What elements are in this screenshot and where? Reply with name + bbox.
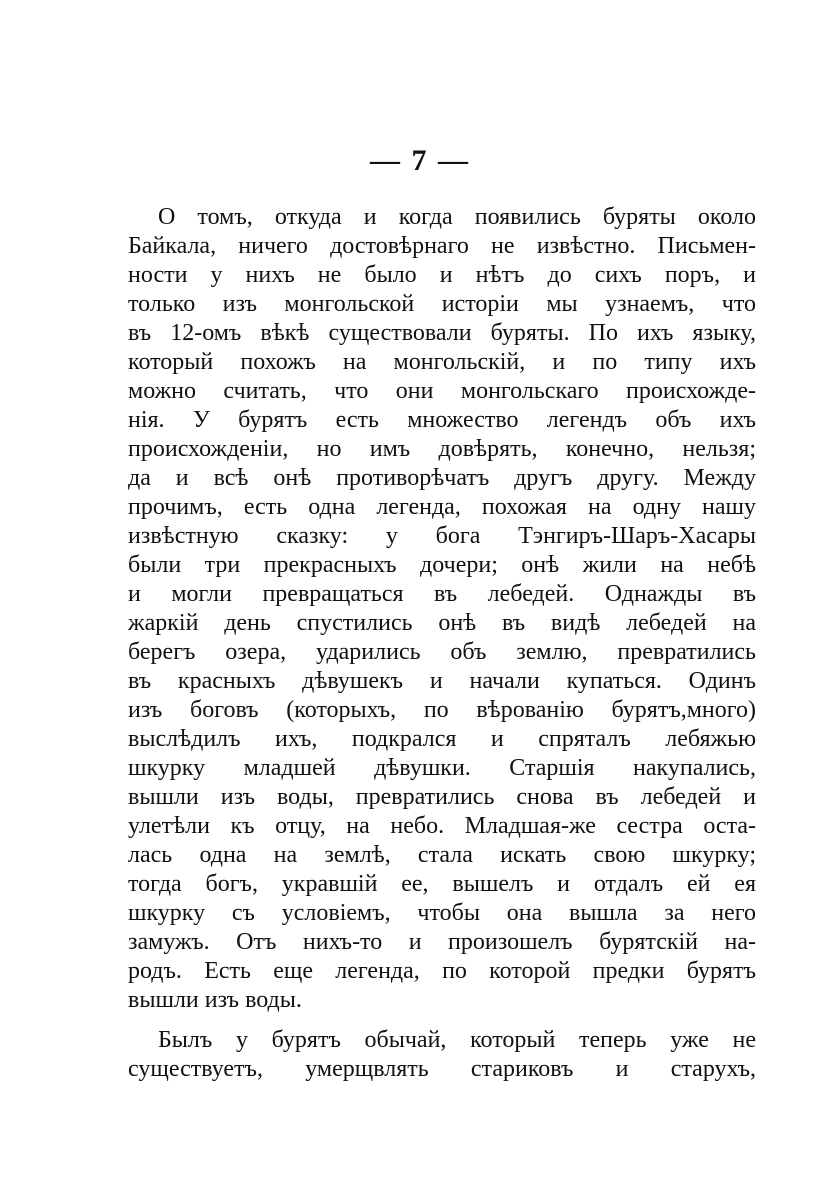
text-line: только изъ монгольской исторіи мы узнаемъ, что (128, 291, 756, 317)
text-line: выслѣдилъ ихъ, подкрался и спряталъ лебяжью (128, 726, 756, 752)
text-line: извѣстную сказку: у бога Тэнгиръ-Шаръ-Хасары (128, 523, 756, 549)
page-number: — 7 — (370, 144, 470, 177)
text-line: въ 12-омъ вѣкѣ существовали буряты. По ихъ языку, (128, 320, 756, 346)
paragraph-1 (128, 203, 756, 1015)
text-line: Былъ у бурятъ обычай, который теперь уже не (158, 1027, 756, 1053)
text-line: существуетъ, умерщвлять стариковъ и старухъ, (128, 1056, 756, 1082)
text-line: прочимъ, есть одна легенда, похожая на одну нашу (128, 494, 756, 520)
text-line: вышли изъ воды, превратились снова въ лебедей и (128, 784, 756, 810)
text-line: да и всѣ онѣ противорѣчатъ другъ другу. Между (128, 465, 756, 491)
text-line: шкурку съ условіемъ, чтобы она вышла за него (128, 900, 756, 926)
text-line: берегъ озера, ударились объ землю, превратились (128, 639, 756, 665)
paragraph-2 (128, 1026, 756, 1084)
text-line: улетѣли къ отцу, на небо. Младшая-же сестра оста- (128, 813, 756, 839)
text-line: тогда богъ, укравшій ее, вышелъ и отдалъ ей ея (128, 871, 756, 897)
text-line: родъ. Есть еще легенда, по которой предки бурятъ (128, 958, 756, 984)
text-line: нія. У бурятъ есть множество легендъ объ ихъ (128, 407, 756, 433)
text-line: происхожденіи, но имъ довѣрять, конечно, нельзя; (128, 436, 756, 462)
text-line: Байкала, ничего достовѣрнаго не извѣстно. Письмен- (128, 233, 756, 259)
paragraph-spacer (128, 1015, 756, 1026)
text-line: жаркій день спустились онѣ въ видѣ лебедей на (128, 610, 756, 636)
text-line: замужъ. Отъ нихъ-то и произошелъ бурятскій на- (128, 929, 756, 955)
text-line: лась одна на землѣ, стала искать свою шкурку; (128, 842, 756, 868)
text-line: О томъ, откуда и когда появились буряты около (158, 204, 756, 230)
text-line: были три прекрасныхъ дочери; онѣ жили на небѣ (128, 552, 756, 578)
text-line: изъ боговъ (которыхъ, по вѣрованію бурятъ,много) (128, 697, 756, 723)
text-line: который похожъ на монгольскій, и по типу ихъ (128, 349, 756, 375)
text-line: вышли изъ воды. (128, 987, 302, 1013)
text-line: и могли превращаться въ лебедей. Однажды въ (128, 581, 756, 607)
text-line: въ красныхъ дѣвушекъ и начали купаться. Одинъ (128, 668, 756, 694)
text-line: можно считать, что они монгольскаго происхожде- (128, 378, 756, 404)
text-line: шкурку младшей дѣвушки. Старшія накупались, (128, 755, 756, 781)
text-line: ности у нихъ не было и нѣтъ до сихъ поръ, и (128, 262, 756, 288)
body-text (128, 203, 756, 1084)
